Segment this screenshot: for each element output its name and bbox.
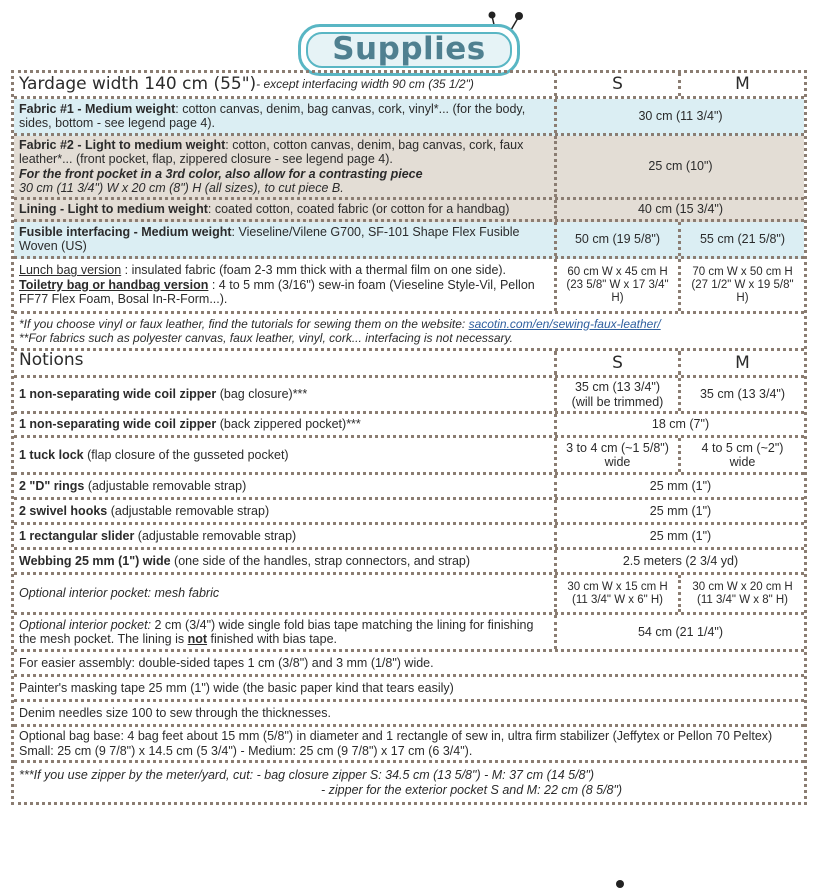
fabric1-label: Fabric #1 - Medium weight	[19, 101, 176, 116]
swivel-label: 2 swivel hooks	[19, 503, 108, 518]
zipper1-value-s-line2: (will be trimmed)	[571, 394, 664, 409]
tucklock-value-s-line1: 3 to 4 cm (~1 5/8")	[566, 440, 669, 455]
base-text: Optional bag base: 4 bag feet about 15 mm (5/8") in diameter and 1 rectangle of sew in, ultra firm stabilizer (Jeffytex or Pellon 70 Peltex) Small: 25 cm (9 7/8") x 14.5 cm (5 3/4") - Medium: 25 cm (9 7/8") x 17 cm (6 3/4").	[19, 729, 773, 758]
fabric1-value: 30 cm (11 3/4")	[638, 108, 723, 123]
lunch-label: Lunch bag version	[19, 263, 122, 278]
fabric2-text: : cotton, cotton canvas, denim, bag canvas, cork, faux leather*... (front pocket, flap, zippered closure - see legend page 4).	[19, 137, 524, 166]
zipper1-text: (bag closure)***	[216, 387, 308, 402]
notions-header-row	[14, 351, 804, 378]
zipper1-value-s-line1: 35 cm (13 3/4")	[574, 380, 661, 394]
bias-tape-row	[14, 615, 804, 652]
foam-row	[14, 259, 804, 314]
col-m-label: M	[735, 74, 750, 95]
toiletry-text: : 4 to 5 mm (3/16") sew-in foam (Vieseline Style-Vil, Pellon FF77 Flex Foam, Bosal In-R-Form...).	[19, 277, 535, 307]
swivel-text: (adjustable removable strap)	[107, 503, 270, 518]
zipper1-label: 1 non-separating wide coil zipper	[19, 387, 217, 402]
yardage-heading: Yardage width 140 cm (55")	[19, 74, 257, 95]
swivel-hooks-row	[14, 500, 804, 525]
fabric2-contrast-note: For the front pocket in a 3rd color, also allow for a contrasting piece	[19, 166, 423, 181]
notions-col-s-label: S	[612, 352, 623, 373]
mesh-fabric-row	[14, 575, 804, 615]
foam-value-s-line1: 60 cm W x 45 cm H	[567, 265, 668, 278]
yardage-heading-note: - except interfacing width 90 cm (35 1/2")	[256, 77, 474, 92]
mesh-value-s-line2: (11 3/4" W x 6" H)	[571, 593, 664, 606]
masking-tape-row	[14, 677, 804, 702]
notions-heading: Notions	[19, 350, 84, 370]
tucklock-value-s-line2: wide	[604, 455, 631, 469]
fabric2-value: 25 cm (10")	[648, 159, 713, 174]
fabric2-label: Fabric #2 - Light to medium weight	[19, 137, 226, 152]
slider-value: 25 mm (1")	[649, 528, 712, 543]
masking-text: Painter's masking tape 25 mm (1") wide (the basic paper kind that tears easily)	[19, 680, 454, 695]
d-rings-row	[14, 475, 804, 500]
fabric1-text: : cotton canvas, denim, bag canvas, cork, vinyl*... (for the body, sides, bottom - see legend page 4).	[19, 101, 526, 130]
tapes-text: For easier assembly: double-sided tapes 1 cm (3/8") and 3 mm (1/8") wide.	[19, 655, 434, 670]
webbing-label: Webbing 25 mm (1") wide	[19, 553, 171, 568]
foam-value-m-line2: (27 1/2" W x 19 5/8" H)	[691, 278, 794, 304]
col-s-label: S	[612, 74, 623, 95]
slider-row	[14, 525, 804, 550]
webbing-value: 2.5 meters (2 3/4 yd)	[622, 553, 739, 568]
note-vinyl: *If you choose vinyl or faux leather, find the tutorials for sewing them on the website:	[19, 316, 469, 331]
slider-label: 1 rectangular slider	[19, 528, 135, 543]
note-interfacing: **For fabrics such as polyester canvas, faux leather, vinyl, cork... interfacing is not necessary.	[19, 331, 513, 345]
mesh-label: Optional interior pocket: mesh fabric	[19, 586, 220, 601]
lining-text: : coated cotton, coated fabric (or cotton for a handbag)	[207, 202, 510, 217]
tucklock-label: 1 tuck lock	[19, 447, 84, 462]
mesh-value-m-line2: (11 3/4" W x 8" H)	[696, 593, 789, 606]
bias-text1: 2 cm (3/4") wide single fold bias tape matching the lining for finishing the mesh pocket. The lining is	[19, 617, 534, 646]
lining-label: Lining - Light to medium weight	[19, 202, 208, 217]
bias-not: not	[187, 632, 208, 646]
bias-value: 54 cm (21 1/4")	[637, 624, 724, 639]
title-banner	[298, 24, 520, 76]
footnote-row	[14, 763, 804, 802]
swivel-value: 25 mm (1")	[649, 503, 712, 518]
zipper2-value: 18 cm (7")	[651, 417, 710, 432]
tapes-row	[14, 652, 804, 677]
tutorial-link[interactable]: sacotin.com/en/sewing-faux-leather/	[468, 316, 661, 331]
lining-row	[14, 200, 804, 222]
tucklock-value-m-line2: wide	[729, 455, 756, 469]
bias-text2: finished with bias tape.	[207, 632, 338, 646]
slider-text: (adjustable removable strap)	[134, 528, 297, 543]
foam-value-s-line2: (23 5/8" W x 17 3/4" H)	[566, 278, 669, 304]
webbing-text: (one side of the handles, strap connectors, and strap)	[170, 553, 471, 568]
footnote-line1: ***If you use zipper by the meter/yard, cut: - bag closure zipper S: 34.5 cm (13 5/8") - M: 37 cm (14 5/8")	[19, 768, 595, 782]
tucklock-value-m-line1: 4 to 5 cm (~2")	[701, 440, 784, 455]
interfacing-text: : Vieseline/Vilene G700, SF-101 Shape Flex Fusible Woven (US)	[19, 224, 520, 253]
foam-value-m-line1: 70 cm W x 50 cm H	[692, 265, 793, 278]
pin-head-icon	[616, 880, 624, 888]
zipper2-label: 1 non-separating wide coil zipper	[19, 417, 217, 432]
needles-text: Denim needles size 100 to sew through the thicknesses.	[19, 705, 331, 720]
mesh-value-s-line1: 30 cm W x 15 cm H	[567, 580, 668, 593]
footnote-line2: - zipper for the exterior pocket S and M: 22 cm (8 5/8")	[321, 782, 623, 797]
notions-col-m-label: M	[735, 352, 750, 373]
notes-row	[14, 314, 804, 351]
bias-label: Optional interior pocket:	[19, 617, 152, 632]
drings-text: (adjustable removable strap)	[84, 478, 247, 493]
page-title: Supplies	[332, 31, 486, 67]
tucklock-text: (flap closure of the gusseted pocket)	[83, 447, 289, 462]
webbing-row	[14, 550, 804, 575]
zipper-closure-row	[14, 378, 804, 414]
supplies-table	[11, 70, 807, 805]
fabric2-row	[14, 136, 804, 200]
zipper-back-pocket-row	[14, 414, 804, 438]
zipper2-text: (back zippered pocket)***	[216, 417, 361, 432]
drings-value: 25 mm (1")	[649, 478, 712, 493]
tuck-lock-row	[14, 438, 804, 475]
drings-label: 2 "D" rings	[19, 478, 85, 493]
bag-base-row	[14, 727, 804, 763]
interfacing-value-s: 50 cm (19 5/8")	[574, 231, 661, 246]
mesh-value-m-line1: 30 cm W x 20 cm H	[692, 580, 793, 593]
zipper1-value-m: 35 cm (13 3/4")	[699, 387, 786, 402]
toiletry-label: Toiletry bag or handbag version	[19, 277, 209, 292]
lining-value: 40 cm (15 3/4")	[637, 202, 724, 217]
interfacing-value-m: 55 cm (21 5/8")	[699, 231, 786, 246]
fabric1-row	[14, 99, 804, 136]
lunch-text: : insulated fabric (foam 2-3 mm thick with a thermal film on one side).	[121, 263, 507, 278]
yardage-header-row	[14, 73, 804, 99]
interfacing-row	[14, 222, 804, 259]
needles-row	[14, 702, 804, 727]
interfacing-label: Fusible interfacing - Medium weight	[19, 224, 232, 239]
fabric2-contrast-size: 30 cm (11 3/4") W x 20 cm (8") H (all sizes), to cut piece B.	[19, 181, 344, 195]
